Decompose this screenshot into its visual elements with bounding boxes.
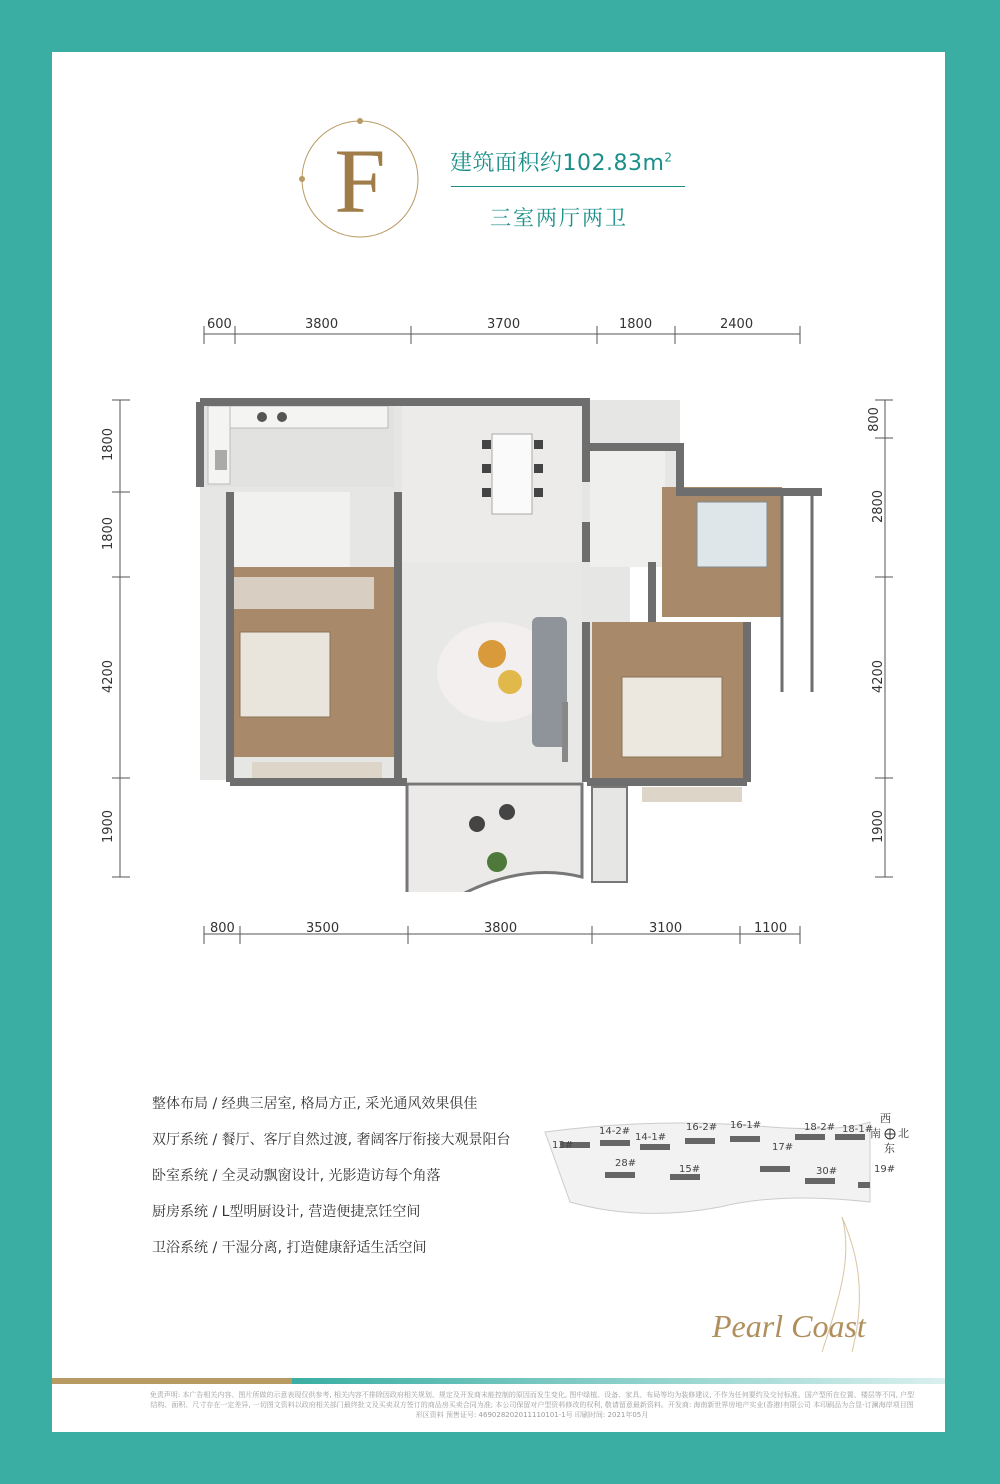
dim-bottom-2: 3500 <box>306 921 340 936</box>
feature-list <box>152 1086 511 1266</box>
bathroom-left <box>230 492 350 567</box>
dim-top-2: 3800 <box>305 317 339 332</box>
unit-letter: F <box>334 130 386 232</box>
bathroom-right <box>590 447 665 567</box>
building-label: 18-1# <box>842 1124 874 1135</box>
dim-right-4: 1900 <box>871 809 887 844</box>
dim-bottom-3: 3800 <box>484 921 518 936</box>
dim-top-5: 2400 <box>720 317 754 332</box>
brochure-sheet <box>52 52 945 1432</box>
dim-left-1: 1800 <box>101 427 117 462</box>
disclaimer: 免责声明: 本广告相关内容、图片所做的示意表现仅供参考, 相关内容不排除因政府相关规划、规定及开发商未能控制的原因而发生变化, 图中绿植、设备、家具、布局等均为装修建议, 不作为任何要约及交付标准。国产型所在位置、楼层等不同, 户型结构、面积、尺寸存在一定差异, 一切图文资料以政府相关部门最终批文及买卖双方签订的商品房买卖合同为准; 本公司保留对户型资料修改的权利, 敬请留意最新资料。开发商: 海南新世界房地产实业(香港)有限公司 本印刷品为合显-订澜海岸项目图形区资料 预售证号: 469028202011110101-1号 印刷时间: 2021年05月 <box>149 1391 915 1419</box>
feature-item: 卧室系统 / 全灵动飘窗设计, 光影造访每个角落 <box>152 1168 441 1184</box>
dim-top-4: 1800 <box>619 317 653 332</box>
dim-left-4: 1900 <box>101 809 117 844</box>
building-label: 19# <box>874 1164 896 1175</box>
feature-item: 卫浴系统 / 干湿分离, 打造健康舒适生活空间 <box>152 1240 427 1256</box>
building-label: 28# <box>615 1158 637 1169</box>
area-label: 建筑面积约$102.83m^2$ <box>450 150 673 176</box>
compass-west: 西 <box>880 1112 891 1125</box>
building-label: 16-2# <box>686 1122 718 1133</box>
compass-east: 东 <box>884 1142 895 1155</box>
feature-item: 厨房系统 / L型明厨设计, 营造便捷烹饪空间 <box>152 1204 421 1220</box>
compass-icon <box>883 1127 897 1141</box>
building-label: 13# <box>552 1140 574 1151</box>
building-label: 30# <box>816 1166 838 1177</box>
dim-top-1: 600 <box>207 317 232 332</box>
dim-top-3: 3700 <box>487 317 521 332</box>
balcony <box>407 784 582 892</box>
building-label: 17# <box>772 1142 794 1153</box>
feature-item: 整体布局 / 经典三居室, 格局方正, 采光通风效果俱佳 <box>152 1096 478 1112</box>
feature-item: 双厅系统 / 餐厅、客厅自然过渡, 奢阔客厅衔接大观景阳台 <box>152 1132 511 1148</box>
building-label: 14-2# <box>599 1126 631 1137</box>
dim-right-1: 800 <box>866 407 882 432</box>
dim-right-2: 2800 <box>871 489 887 524</box>
compass-south: 南 <box>870 1127 881 1140</box>
dim-bottom-5: 1100 <box>754 921 788 936</box>
dim-right-3: 4200 <box>871 659 887 694</box>
building-label: 16-1# <box>730 1120 762 1131</box>
building-label: 15# <box>679 1164 701 1175</box>
dim-left-3: 4200 <box>101 659 117 694</box>
dim-bottom-4: 3100 <box>649 921 683 936</box>
building-label: 18-2# <box>804 1122 836 1133</box>
dim-left-2: 1800 <box>101 516 117 551</box>
building-label: 14-1# <box>635 1132 667 1143</box>
floor-plan <box>192 392 822 892</box>
gold-bar <box>52 1378 292 1384</box>
layout-label: 三室两厅两卫 <box>490 206 628 230</box>
dim-bottom-1: 800 <box>210 921 235 936</box>
teal-bar <box>292 1378 945 1384</box>
pearl-coast-logo <box>692 1212 922 1362</box>
signature-text: Pearl Coast <box>712 1308 866 1344</box>
compass-north: 北 <box>898 1127 909 1140</box>
